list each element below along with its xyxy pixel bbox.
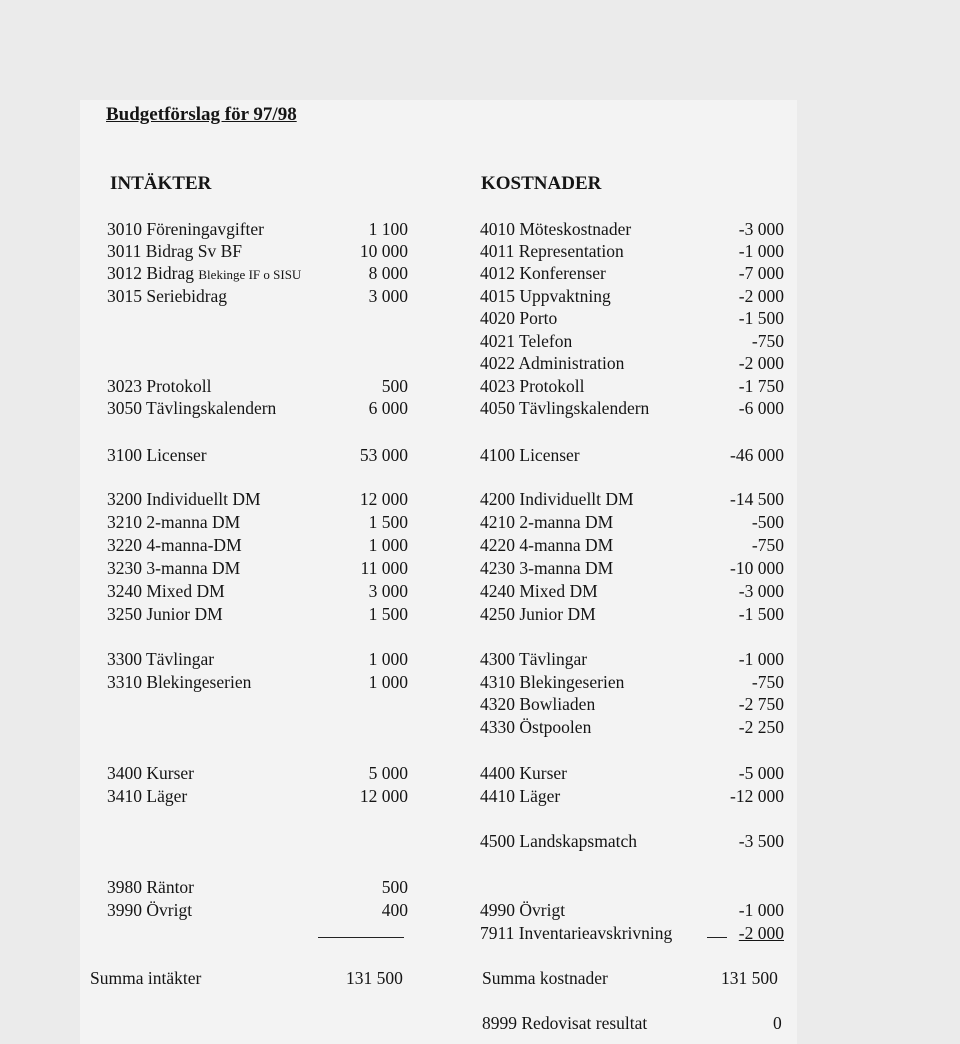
cost-row: 4012 Konferenser -7 000 xyxy=(480,263,784,283)
income-row: 3010 Föreningavgifter 1 100 xyxy=(107,219,408,239)
cost-row: 4210 2-manna DM -500 xyxy=(480,512,784,532)
cost-row: 4300 Tävlingar -1 000 xyxy=(480,649,784,669)
income-row: 3250 Junior DM 1 500 xyxy=(107,604,408,624)
cost-total-value: 131 500 xyxy=(721,968,778,988)
result-label: 8999 Redovisat resultat xyxy=(482,1013,648,1033)
cost-row: 4200 Individuellt DM -14 500 xyxy=(480,489,784,509)
cost-row: 4220 4-manna DM -750 xyxy=(480,535,784,555)
income-heading: INTÄKTER xyxy=(110,173,212,194)
income-total-value: 131 500 xyxy=(346,968,403,988)
result-value: 0 xyxy=(773,1013,782,1033)
income-sum-rule xyxy=(318,937,404,938)
cost-row: 4500 Landskapsmatch -3 500 xyxy=(480,831,784,851)
income-row: 3300 Tävlingar 1 000 xyxy=(107,649,408,669)
income-row: 3050 Tävlingskalendern 6 000 xyxy=(107,398,408,418)
income-row: 3230 3-manna DM 11 000 xyxy=(107,558,408,578)
cost-row: 7911 Inventarieavskrivning -2 000 xyxy=(480,923,784,943)
income-row: 3012 Bidrag Blekinge IF o SISU 8 000 xyxy=(107,263,408,283)
cost-row: 4240 Mixed DM -3 000 xyxy=(480,581,784,601)
cost-row: 4400 Kurser -5 000 xyxy=(480,763,784,783)
income-row: 3023 Protokoll 500 xyxy=(107,376,408,396)
cost-row: 4020 Porto -1 500 xyxy=(480,308,784,328)
cost-row: 4330 Östpoolen -2 250 xyxy=(480,717,784,737)
income-row: 3410 Läger 12 000 xyxy=(107,786,408,806)
cost-row: 4990 Övrigt -1 000 xyxy=(480,900,784,920)
income-row: 3100 Licenser 53 000 xyxy=(107,445,408,465)
document-title: Budgetförslag för 97/98 xyxy=(106,104,297,125)
cost-row: 4410 Läger -12 000 xyxy=(480,786,784,806)
costs-heading: KOSTNADER xyxy=(481,173,602,194)
income-row: 3015 Seriebidrag 3 000 xyxy=(107,286,408,306)
income-row: 3011 Bidrag Sv BF 10 000 xyxy=(107,241,408,261)
cost-row: 4250 Junior DM -1 500 xyxy=(480,604,784,624)
cost-row: 4015 Uppvaktning -2 000 xyxy=(480,286,784,306)
cost-row: 4310 Blekingeserien -750 xyxy=(480,672,784,692)
income-row: 3200 Individuellt DM 12 000 xyxy=(107,489,408,509)
income-row: 3310 Blekingeserien 1 000 xyxy=(107,672,408,692)
cost-row: 4023 Protokoll -1 750 xyxy=(480,376,784,396)
cost-row: 4320 Bowliaden -2 750 xyxy=(480,694,784,714)
cost-row: 4010 Möteskostnader -3 000 xyxy=(480,219,784,239)
income-row: 3210 2-manna DM 1 500 xyxy=(107,512,408,532)
cost-row: 4011 Representation -1 000 xyxy=(480,241,784,261)
cost-row: 4230 3-manna DM -10 000 xyxy=(480,558,784,578)
cost-row: 4050 Tävlingskalendern -6 000 xyxy=(480,398,784,418)
cost-row: 4022 Administration -2 000 xyxy=(480,353,784,373)
income-row: 3220 4-manna-DM 1 000 xyxy=(107,535,408,555)
income-row: 3400 Kurser 5 000 xyxy=(107,763,408,783)
cost-row: 4100 Licenser -46 000 xyxy=(480,445,784,465)
income-row: 3980 Räntor 500 xyxy=(107,877,408,897)
cost-sum-rule xyxy=(707,937,727,938)
income-row: 3240 Mixed DM 3 000 xyxy=(107,581,408,601)
income-row: 3990 Övrigt 400 xyxy=(107,900,408,920)
cost-total-label: Summa kostnader xyxy=(482,968,608,988)
cost-row: 4021 Telefon -750 xyxy=(480,331,784,351)
income-total-label: Summa intäkter xyxy=(90,968,202,988)
